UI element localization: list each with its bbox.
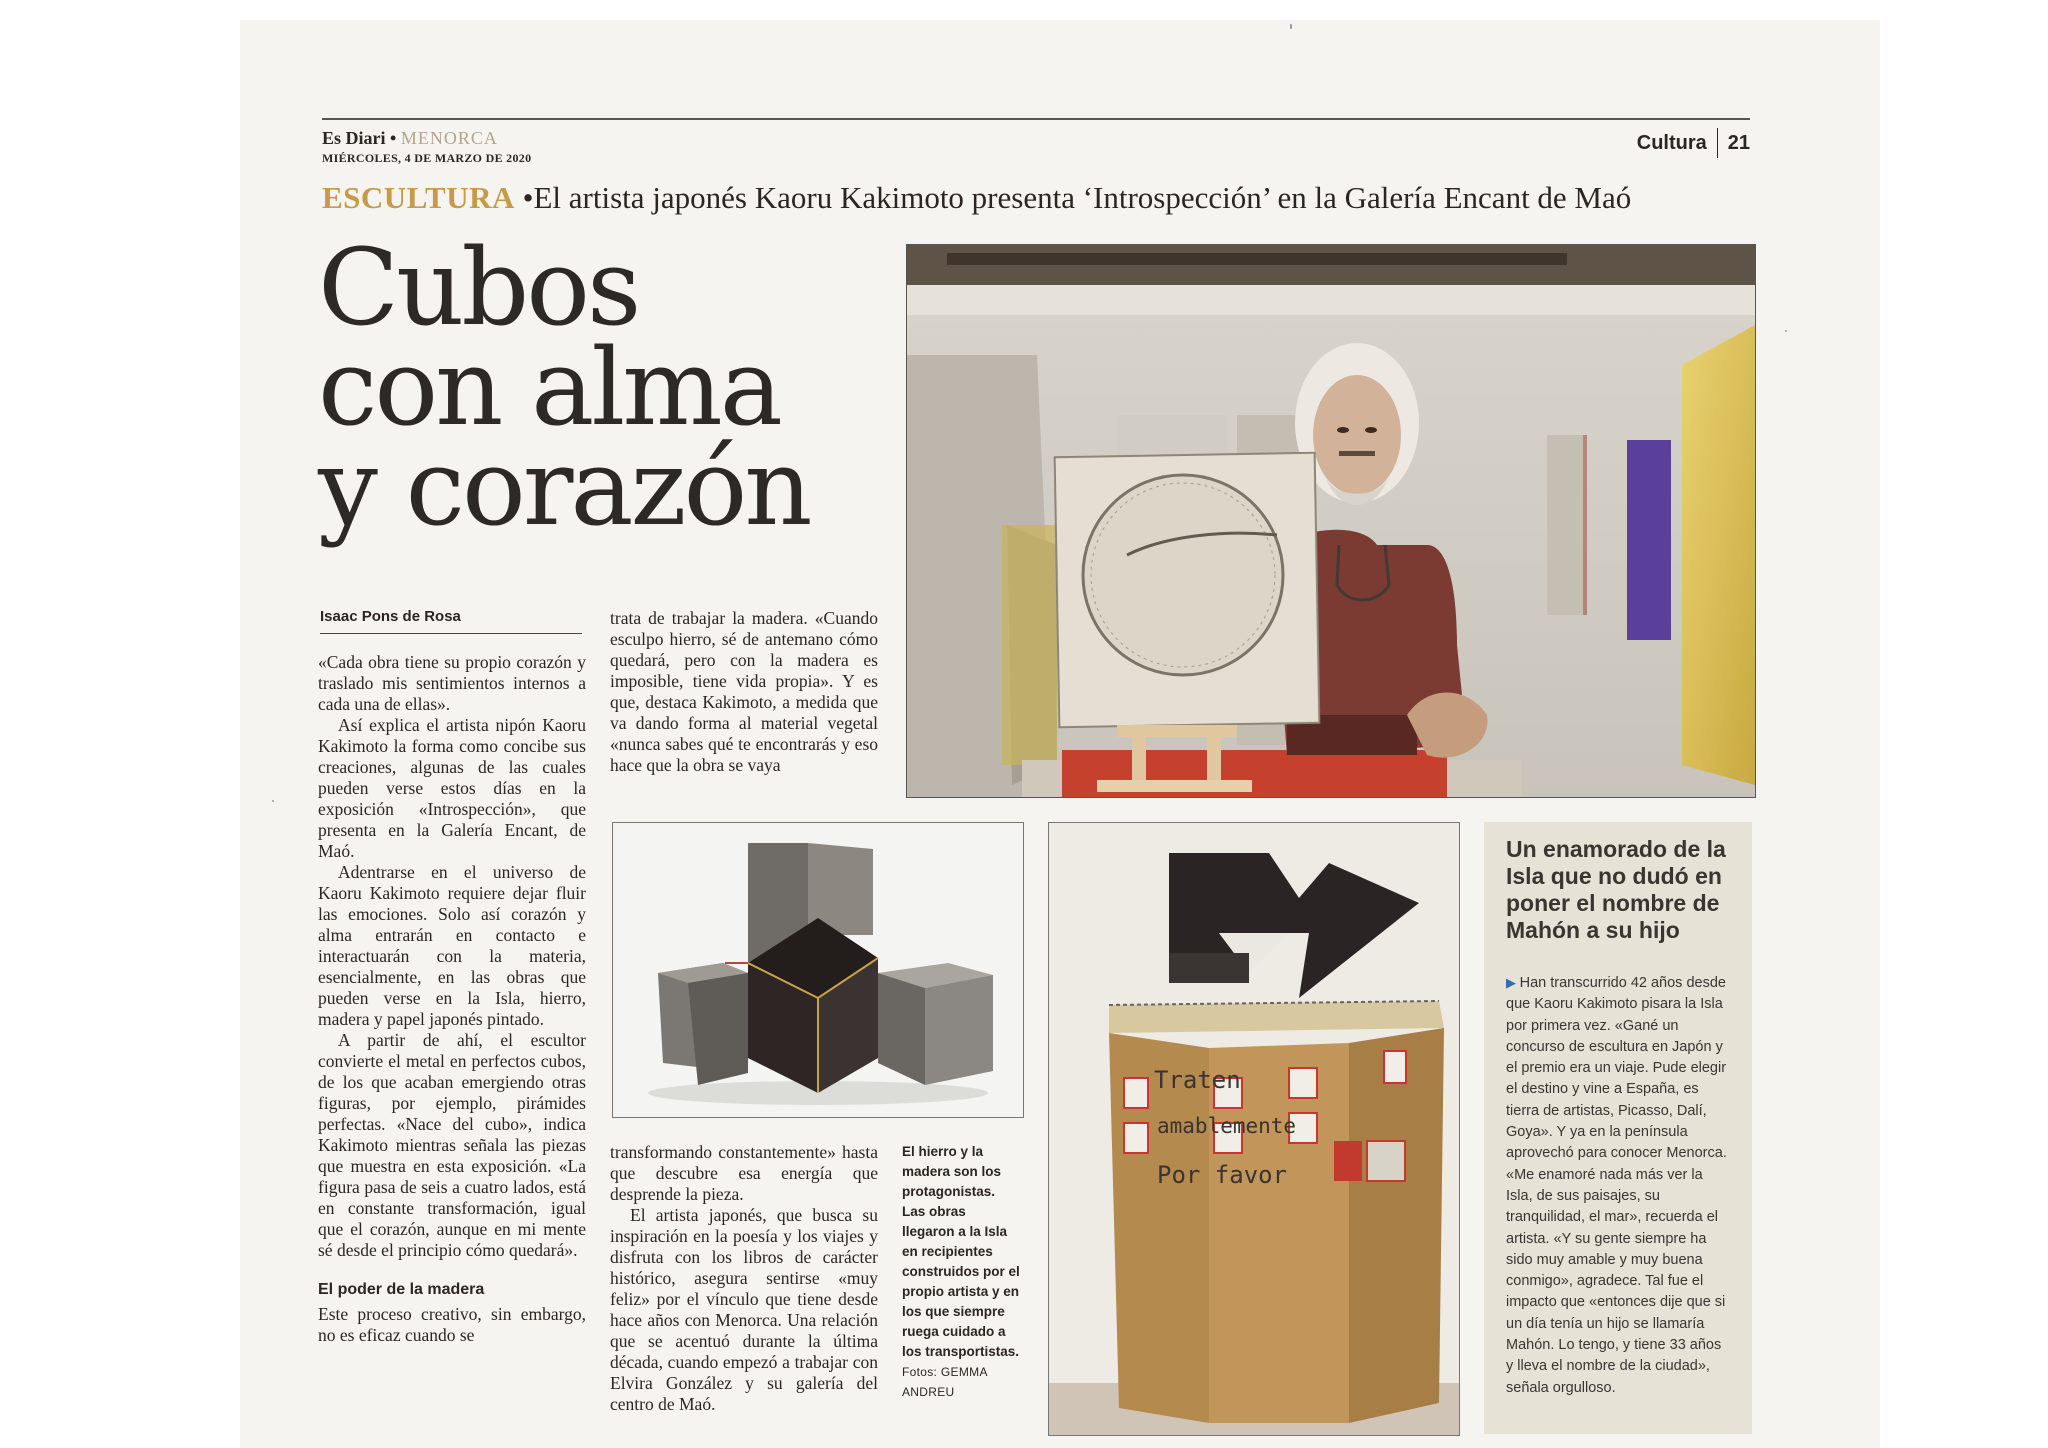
sidebar-title: Un enamorado de la Isla que no dudó en poner el nombre de Mahón a su hijo [1506,836,1726,943]
masthead-brand [322,128,531,149]
paragraph-5: Este proceso creativo, sin embargo, no es eficaz cuando se [318,1304,586,1345]
paragraph-1: «Cada obra tiene su propio corazón y traslado mis sentimientos internos a cada una de ellas». [318,652,586,714]
paragraph-4: A partir de ahí, el escultor convierte el metal en perfectos cubos, de los que acaban emergiendo otras figuras, por ejemplo, pirámides perfectas. «Nace del cubo», indica Kakimoto mientras señala las piezas que muestra en esta exposición. «La figura pasa de seis a cuatro lados, está en constante transformación, igual que el corazón, aunque en mi mente sé desde el principio cómo quedará». [318,1030,586,1260]
paragraph-3: Adentrarse en el universo de Kaoru Kakimoto requiere dejar fluir las emociones. Solo así corazón y alma entrarán en contacto e interactuarán con la materia, esencialmente, en las obras que pueden verse en la Isla, hierro, madera y papel japonés pintado. [318,862,586,1029]
crate-sculpture-photo [1048,822,1460,1436]
scan-speck [272,800,274,802]
brand-region: MENORCA [400,128,498,148]
subheading: El poder de la madera [318,1281,485,1298]
crate-sculpture-illustration [1049,823,1459,1435]
crate-writing-2: amablemente [1157,1114,1297,1138]
paragraph-8: El artista japonés, que busca su inspiración en la poesía y los viajes y disfruta con los libros de carácter histórico, asegura sentirse «muy feliz» por el vínculo que tiene desde hace años con Menorca. Una relación que se acentuó durante la última década, cuando empezó a trabajar con Elvira González y su galería del centro de Maó. [610,1205,878,1414]
paragraph-7: transformando constantemente» hasta que descubre esa energía que desprende la pieza. [610,1142,878,1204]
caption-text: El hierro y la madera son los protagonistas. Las obras llegaron a la Isla en recipientes construidos por el propio artista y en los que siempre ruega cuidado a los transportistas. [902,1144,1020,1359]
bullet-triangle-icon: ▶ [1506,975,1520,990]
top-rule [322,118,1750,120]
crate-writing-3: Por favor [1157,1161,1288,1189]
photo-caption [902,1142,1022,1402]
brand-name: Es Diari [322,128,386,148]
masthead [322,128,531,166]
kicker [322,180,1631,216]
caption-credit: GEMMA ANDREU [902,1365,988,1399]
brand-dot: • [390,128,397,148]
crate-writing-1: Traten [1154,1066,1241,1094]
sidebar-text-block [1506,972,1730,1399]
sidebar-box [1484,822,1752,1434]
scan-speck [1290,24,1292,29]
page-number: 21 [1727,131,1750,154]
article-column-1 [318,652,586,1346]
artist-photo [906,244,1756,798]
caption-credit-label: Fotos: [902,1365,938,1379]
artist-photo-illustration [907,245,1755,797]
section-name: Cultura [1636,131,1707,154]
issue-date: MIÉRCOLES, 4 DE MARZO DE 2020 [322,151,532,165]
kicker-dot: • [522,180,534,215]
kicker-tag: ESCULTURA [322,180,515,215]
cube-sculpture-photo [612,822,1024,1118]
paragraph-6: trata de trabajar la madera. «Cuando esculpo hierro, sé de antemano cómo quedará, pero con la madera es imposible, tiene vida propia». Y es que, destaca Kakimoto, a medida que va dando forma al material vegetal «nunca sabes qué te encontrarás y eso hace que la obra se vaya [610,608,878,775]
headline-line-3: y corazón [318,426,810,549]
paragraph-2: Así explica el artista nipón Kaoru Kakimoto la forma como concibe sus creaciones, algunas de las cuales pueden verse estos días en la exposición «Introspección», que presenta en la Galería Encant, de Maó. [318,715,586,861]
scan-speck [1785,330,1787,332]
cube-sculpture-illustration [613,823,1023,1117]
section-header [1637,128,1750,158]
headline-line-1: Cubos [318,226,639,349]
section-separator [1717,128,1718,158]
headline [318,226,878,549]
kicker-text: El artista japonés Kaoru Kakimoto presenta ‘Introspección’ en la Galería Encant de Maó [533,180,1632,215]
sidebar-text: Han transcurrido 42 años desde que Kaoru Kakimoto pisara la Isla por primera vez. «Gané un concurso de escultura en Japón y el premio era un viaje. Pude elegir el destino y vine a España, es tierra de artistas, Picasso, Dalí, Goya». Y ya en la península aprovechó para conocer Menorca. «Me enamoré nada más ver la Isla, de sus paisajes, su tranquilidad, el mar», recuerda el artista. «Y su gente siempre ha sido muy amable y muy buena conmigo», agradece. Tal fue el impacto que «entonces dije que si un día tenía un hijo se llamaría Mahón. Lo tengo, y tiene 33 años y lleva el nombre de la ciudad», señala orgulloso. [1506,975,1727,1396]
headline-line-2: con alma [318,326,780,449]
article-column-2-top [610,608,878,776]
article-column-2-bottom [610,1142,878,1415]
byline: Isaac Pons de Rosa [320,608,582,634]
